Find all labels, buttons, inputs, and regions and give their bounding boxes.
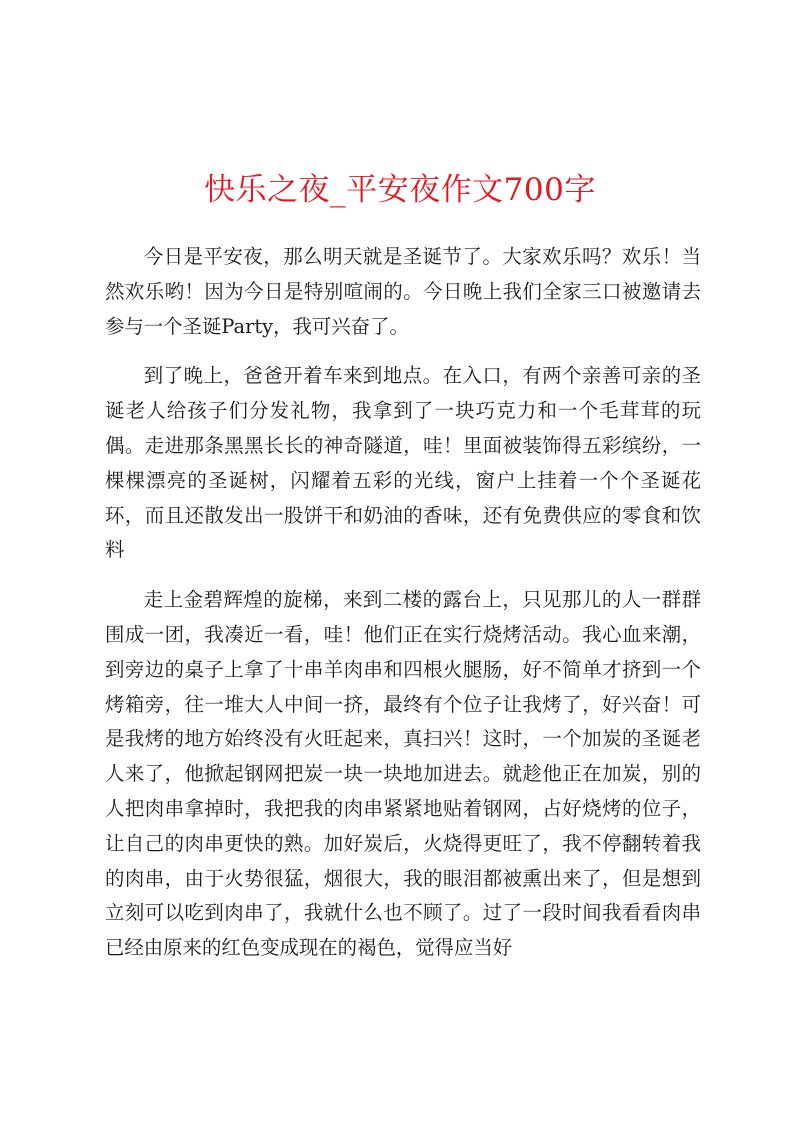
paragraph-3: 走上金碧辉煌的旋梯，来到二楼的露台上，只见那儿的人一群群围成一团，我凑近一看，哇！他们正在实行烧烤活动。我心血来潮，到旁边的桌子上拿了十串羊肉串和四根火腿肠，好不简单才挤到一个烤箱旁，往一堆大人中间一挤，最终有个位子让我烤了，好兴奋！可是我烤的地方始终没有火旺起来，真扫兴！这时，一个加炭的圣诞老人来了，他掀起钢网把炭一块一块地加进去。就趁他正在加炭，别的人把肉串拿掉时，我把我的肉串紧紧地贴着钢网，占好烧烤的位子，让自己的肉串更快的熟。加好炭后，火烧得更旺了，我不停翻转着我的肉串，由于火势很猛，烟很大，我的眼泪都被熏出来了，但是想到立刻可以吃到肉串了，我就什么也不顾了。过了一段时间我看看肉串已经由原来的红色变成现在的褐色，觉得应当好 [105,588,701,960]
paragraph-2: 到了晚上，爸爸开着车来到地点。在入口，有两个亲善可亲的圣诞老人给孩子们分发礼物，我拿到了一块巧克力和一个毛茸茸的玩偶。走进那条黑黑长长的神奇隧道，哇！里面被装饰得五彩缤纷，一棵棵漂亮的圣诞树，闪耀着五彩的光线，窗户上挂着一个个圣诞花环，而且还散发出一股饼干和奶油的香味，还有免费供应的零食和饮料 [105,364,701,562]
document-title: 快乐之夜_平安夜作文700字 [204,172,596,208]
document-body [105,240,701,981]
paragraph-1: 今日是平安夜，那么明天就是圣诞节了。大家欢乐吗？欢乐！当然欢乐哟！因为今日是特别喧闹的。今日晚上我们全家三口被邀请去参与一个圣诞Party，我可兴奋了。 [105,245,701,338]
